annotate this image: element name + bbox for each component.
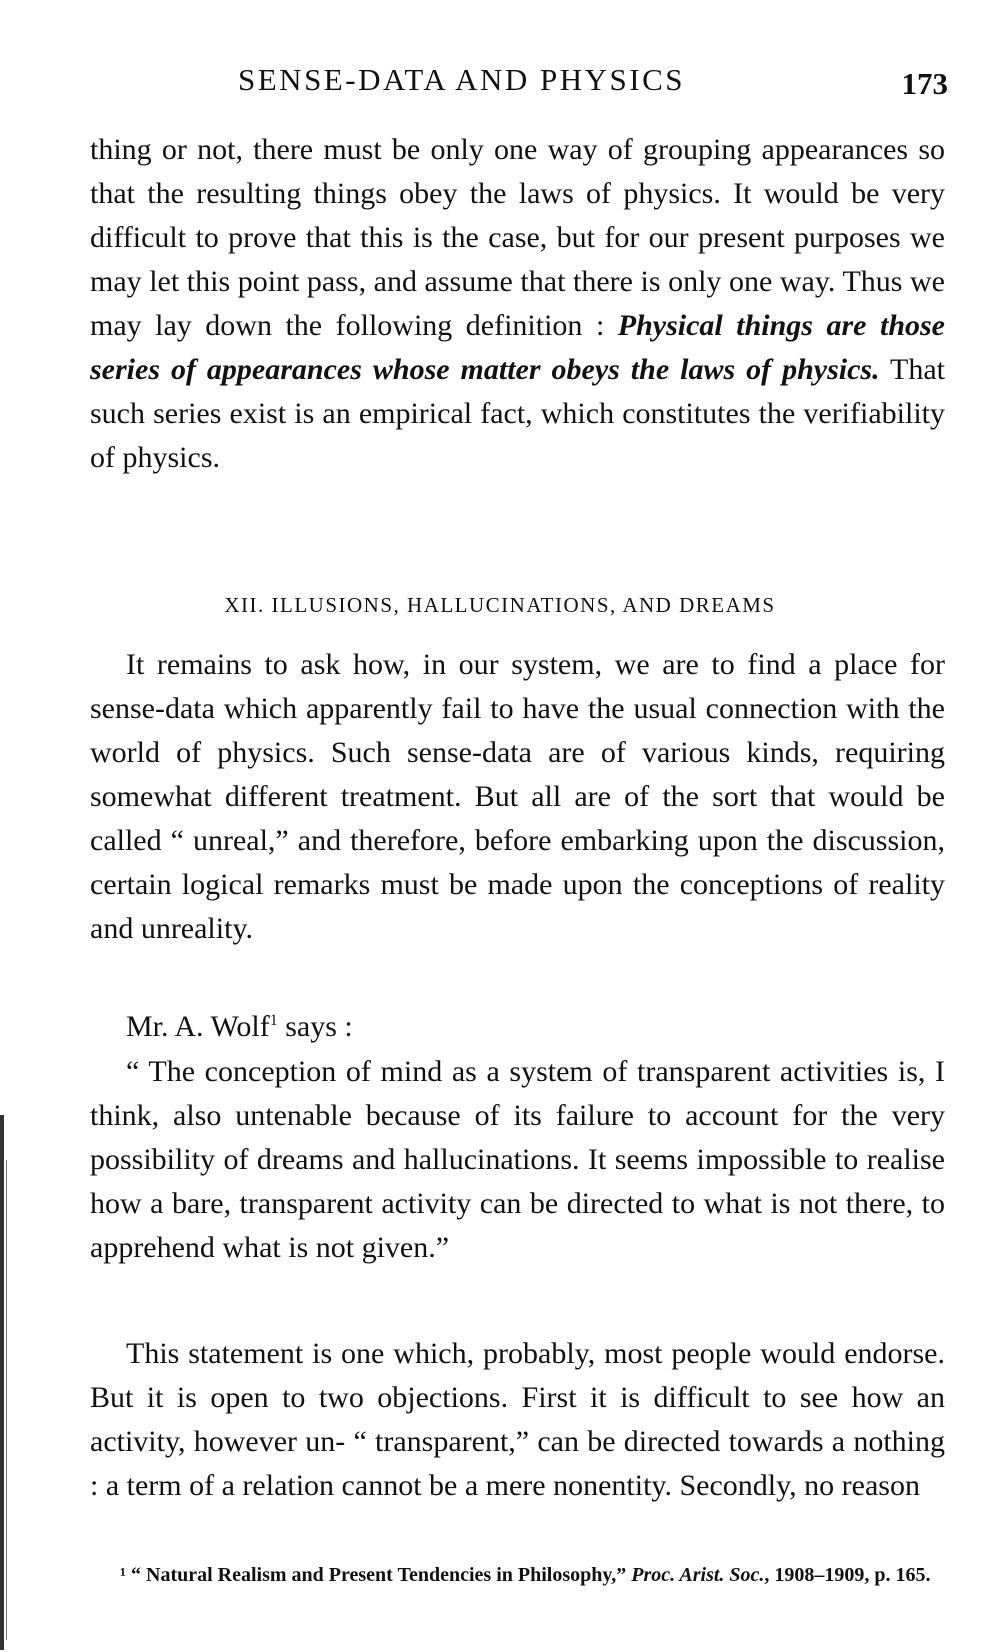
binding-edge-shadow xyxy=(6,1160,7,1640)
paragraph-text: Mr. A. Wolf xyxy=(126,1010,270,1043)
block-quote xyxy=(90,1050,945,1270)
footnote-reference: 1 xyxy=(269,1012,278,1029)
paragraph-text: It remains to ask how, in our system, we are to find a place for sense-data which apparently fail to have the usual connection with the world of physics. Such sense-data are of various kinds, requiring somewhat different treatment. But all are of the sort that would be called “ unreal,” and therefore, before embarking upon the discussion, certain logical remarks must be made upon the conceptions of reality and unreality. xyxy=(90,648,945,945)
paragraph-text: This statement is one which, probably, most people would endorse. But it is open to two objections. First it is difficult to see how an activity, however un- “ transparent,” can be directed towards a nothing : a term of a relation cannot be a mere nonentity. Secondly, no reason xyxy=(90,1337,945,1502)
paragraph-definition xyxy=(90,128,945,480)
running-title: SENSE-DATA AND PHYSICS xyxy=(238,62,685,97)
footnote xyxy=(90,1559,945,1592)
footnote-marker: ¹ xyxy=(120,1564,126,1586)
page-number: 173 xyxy=(901,66,948,101)
paragraph-illusions xyxy=(90,643,945,951)
paragraph-text: thing or not, there must be only one way of grouping appearances so that the resulting things obey the laws of physics. It would be very difficult to prove that this is the case, but for our present purposes we may let this point pass, and assume that there is only one way. Thus we may lay down the following definition : xyxy=(90,133,945,342)
section-heading: XII. ILLUSIONS, HALLUCINATIONS, AND DREAMS xyxy=(224,593,776,617)
footnote-text: “ Natural Realism and Present Tendencies in Philosophy,” xyxy=(126,1564,632,1586)
quote-text: “ The conception of mind as a system of transparent activities is, I think, also untenable because of its failure to account for the very possibility of dreams and hallucinations. It seems impossible to realise how a bare, transparent activity can be directed to what is not there, to apprehend what is not given.” xyxy=(90,1055,945,1264)
paragraph-objections xyxy=(90,1332,945,1508)
definition-italic: Physical things are those series of appearances whose matter obeys the laws of physics. xyxy=(90,309,945,386)
footnote-text: , 1908–1909, p. 165. xyxy=(764,1564,931,1586)
paragraph-text: That such series exist is an empirical fact, which constitutes the verifiability of physics. xyxy=(90,353,946,474)
page-header xyxy=(88,62,948,112)
paragraph-wolf xyxy=(90,1005,945,1049)
binding-edge xyxy=(0,1115,4,1650)
footnote-italic: Proc. Arist. Soc. xyxy=(631,1564,765,1586)
paragraph-text: says : xyxy=(277,1010,353,1043)
